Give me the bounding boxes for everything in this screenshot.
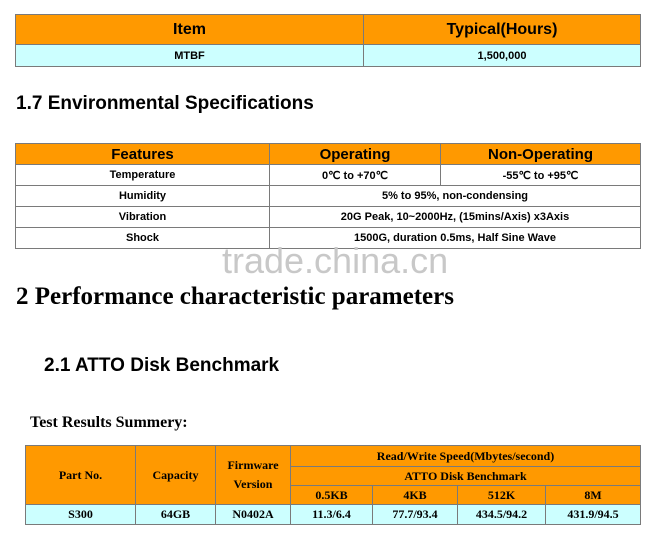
env-spec-cell: 1500G, duration 0.5ms, Half Sine Wave [270,228,641,249]
atto-header-capacity: Capacity [136,446,216,505]
atto-capacity-cell: 64GB [136,505,216,525]
mtbf-table [15,14,641,67]
env-spec-cell: 20G Peak, 10~2000Hz, (15mins/Axis) x3Axis [270,207,641,228]
atto-size-cell: 8M [546,486,641,505]
env-header-operating: Operating [270,144,441,165]
atto-header-part: Part No. [26,446,136,505]
atto-header-firmware [216,446,291,505]
atto-header-firmware-line2: Version [233,477,273,491]
section-2-1-title: 2.1 ATTO Disk Benchmark [44,355,280,376]
env-feature-cell: Vibration [16,207,270,228]
atto-header-speed: Read/Write Speed(Mbytes/second) [291,446,641,467]
mtbf-value-cell: 1,500,000 [364,45,641,67]
atto-header-firmware-line1: Firmware [227,458,279,472]
table-row [16,165,641,186]
env-header-non-operating: Non-Operating [441,144,641,165]
env-spec-cell: 5% to 95%, non-condensing [270,186,641,207]
env-feature-cell: Temperature [16,165,270,186]
mtbf-header-typical: Typical(Hours) [364,15,641,45]
env-table-clip [0,143,669,244]
atto-value-cell: 11.3/6.4 [291,505,373,525]
atto-table [25,445,641,525]
watermark: trade.china.cn [222,240,449,281]
mtbf-header-item: Item [16,15,364,45]
atto-value-cell: 434.5/94.2 [458,505,546,525]
env-feature-cell: Humidity [16,186,270,207]
table-row [16,186,641,207]
table-row [26,505,641,525]
mtbf-item-cell: MTBF [16,45,364,67]
atto-size-cell: 0.5KB [291,486,373,505]
env-feature-cell: Shock [16,228,270,249]
env-section-title: 1.7 Environmental Specifications [16,93,314,114]
atto-header-bench: ATTO Disk Benchmark [291,467,641,486]
env-header-features: Features [16,144,270,165]
section-2-title: 2 Performance characteristic parameters [16,283,454,310]
atto-size-cell: 4KB [373,486,458,505]
env-operating-cell: 0℃ to +70℃ [270,165,441,186]
atto-value-cell: 431.9/94.5 [546,505,641,525]
atto-part-cell: S300 [26,505,136,525]
env-non-operating-cell: -55℃ to +95℃ [441,165,641,186]
atto-firmware-cell: N0402A [216,505,291,525]
env-table [15,143,641,249]
table-row [16,207,641,228]
test-results-label: Test Results Summery: [30,414,188,431]
atto-value-cell: 77.7/93.4 [373,505,458,525]
atto-size-cell: 512K [458,486,546,505]
